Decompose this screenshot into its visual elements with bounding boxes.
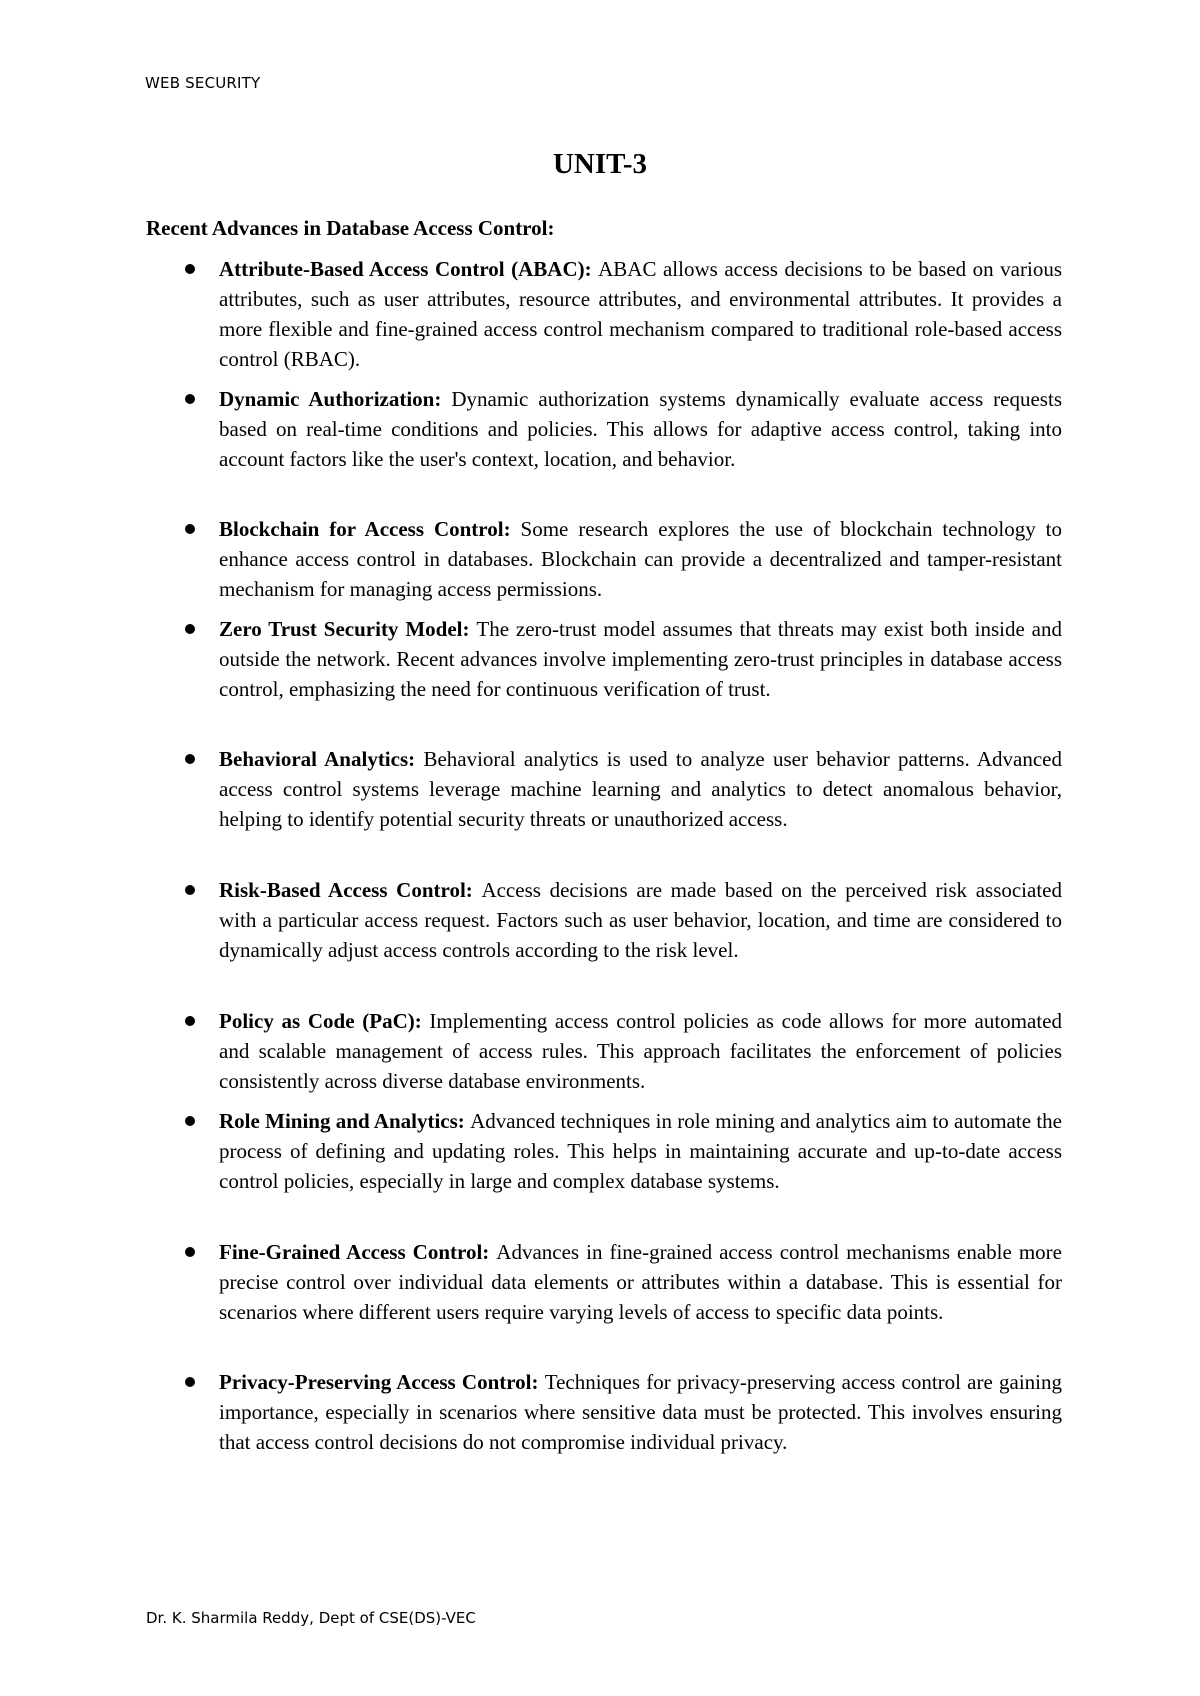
- item-title: Risk-Based Access Control:: [219, 878, 482, 902]
- bullet-icon: [185, 394, 195, 404]
- item-title: Behavioral Analytics:: [219, 747, 424, 771]
- list-item-privacy-preserving: [219, 1367, 1062, 1457]
- item-body: Behavioral analytics is used to analyze user behavior patterns. Advanced access control systems leverage machine learning and analytics to detect anomalous behavior, helping to identify potential security threats or unauthorized access.: [219, 747, 1062, 831]
- bullet-icon: [185, 885, 195, 895]
- item-body: ABAC allows access decisions to be based on various attributes, such as user attributes, resource attributes, and environmental attributes. It provides a more flexible and fine-grained access control mechanism compared to traditional role-based access control (RBAC).: [219, 257, 1062, 371]
- section-heading: Recent Advances in Database Access Control:: [146, 216, 555, 240]
- bullet-icon: [185, 524, 195, 534]
- bullet-icon: [185, 1377, 195, 1387]
- item-title: Zero Trust Security Model:: [219, 617, 477, 641]
- unit-title: UNIT-3: [552, 148, 647, 180]
- item-body: Advanced techniques in role mining and analytics aim to automate the process of defining and updating roles. This helps in maintaining accurate and up-to-date access control policies, especially in large and complex database systems.: [219, 1109, 1062, 1193]
- item-title: Role Mining and Analytics:: [219, 1109, 471, 1133]
- page-header: WEB SECURITY: [145, 74, 261, 92]
- bullet-icon: [185, 1116, 195, 1126]
- bullet-icon: [185, 624, 195, 634]
- list-item-fine-grained: [219, 1237, 1062, 1327]
- list-item-policy-as-code: [219, 1006, 1062, 1096]
- item-body: Access decisions are made based on the perceived risk associated with a particular access request. Factors such as user behavior, location, and time are considered to dynamically adjust access controls according to the risk level.: [219, 878, 1062, 962]
- list-item-zero-trust: [219, 614, 1062, 704]
- item-title: Privacy-Preserving Access Control:: [219, 1370, 545, 1394]
- item-title: Dynamic Authorization:: [219, 387, 452, 411]
- bullet-icon: [185, 1016, 195, 1026]
- list-item-behavioral-analytics: [219, 744, 1062, 834]
- bullet-icon: [185, 1247, 195, 1257]
- item-body: Implementing access control policies as code allows for more automated and scalable management of access rules. This approach facilitates the enforcement of policies consistently across diverse database environments.: [219, 1009, 1062, 1093]
- item-title: Fine-Grained Access Control:: [219, 1240, 497, 1264]
- bullet-icon: [185, 264, 195, 274]
- item-body: Dynamic authorization systems dynamically evaluate access requests based on real-time conditions and policies. This allows for adaptive access control, taking into account factors like the user's context, location, and behavior.: [219, 387, 1062, 471]
- item-body: The zero-trust model assumes that threats may exist both inside and outside the network. Recent advances involve implementing zero-trust principles in database access control, emphasizing the need for continuous verification of trust.: [219, 617, 1062, 701]
- list-item-abac: [219, 254, 1062, 374]
- item-body: Techniques for privacy-preserving access control are gaining importance, especially in scenarios where sensitive data must be protected. This involves ensuring that access control decisions do not compromise individual privacy.: [219, 1370, 1062, 1454]
- list-item-blockchain: [219, 514, 1062, 604]
- item-title: Blockchain for Access Control:: [219, 517, 521, 541]
- item-title: Policy as Code (PaC):: [219, 1009, 430, 1033]
- item-body: Advances in fine-grained access control mechanisms enable more precise control over individual data elements or attributes within a database. This is essential for scenarios where different users require varying levels of access to specific data points.: [219, 1240, 1062, 1324]
- bullet-icon: [185, 754, 195, 764]
- page-footer: Dr. K. Sharmila Reddy, Dept of CSE(DS)-VEC: [146, 1609, 476, 1627]
- list-item-role-mining: [219, 1106, 1062, 1196]
- list-item-risk-based: [219, 875, 1062, 965]
- list-item-dynamic-authorization: [219, 384, 1062, 474]
- item-body: Some research explores the use of blockchain technology to enhance access control in databases. Blockchain can provide a decentralized and tamper-resistant mechanism for managing access permissions.: [219, 517, 1062, 601]
- item-title: Attribute-Based Access Control (ABAC):: [219, 257, 599, 281]
